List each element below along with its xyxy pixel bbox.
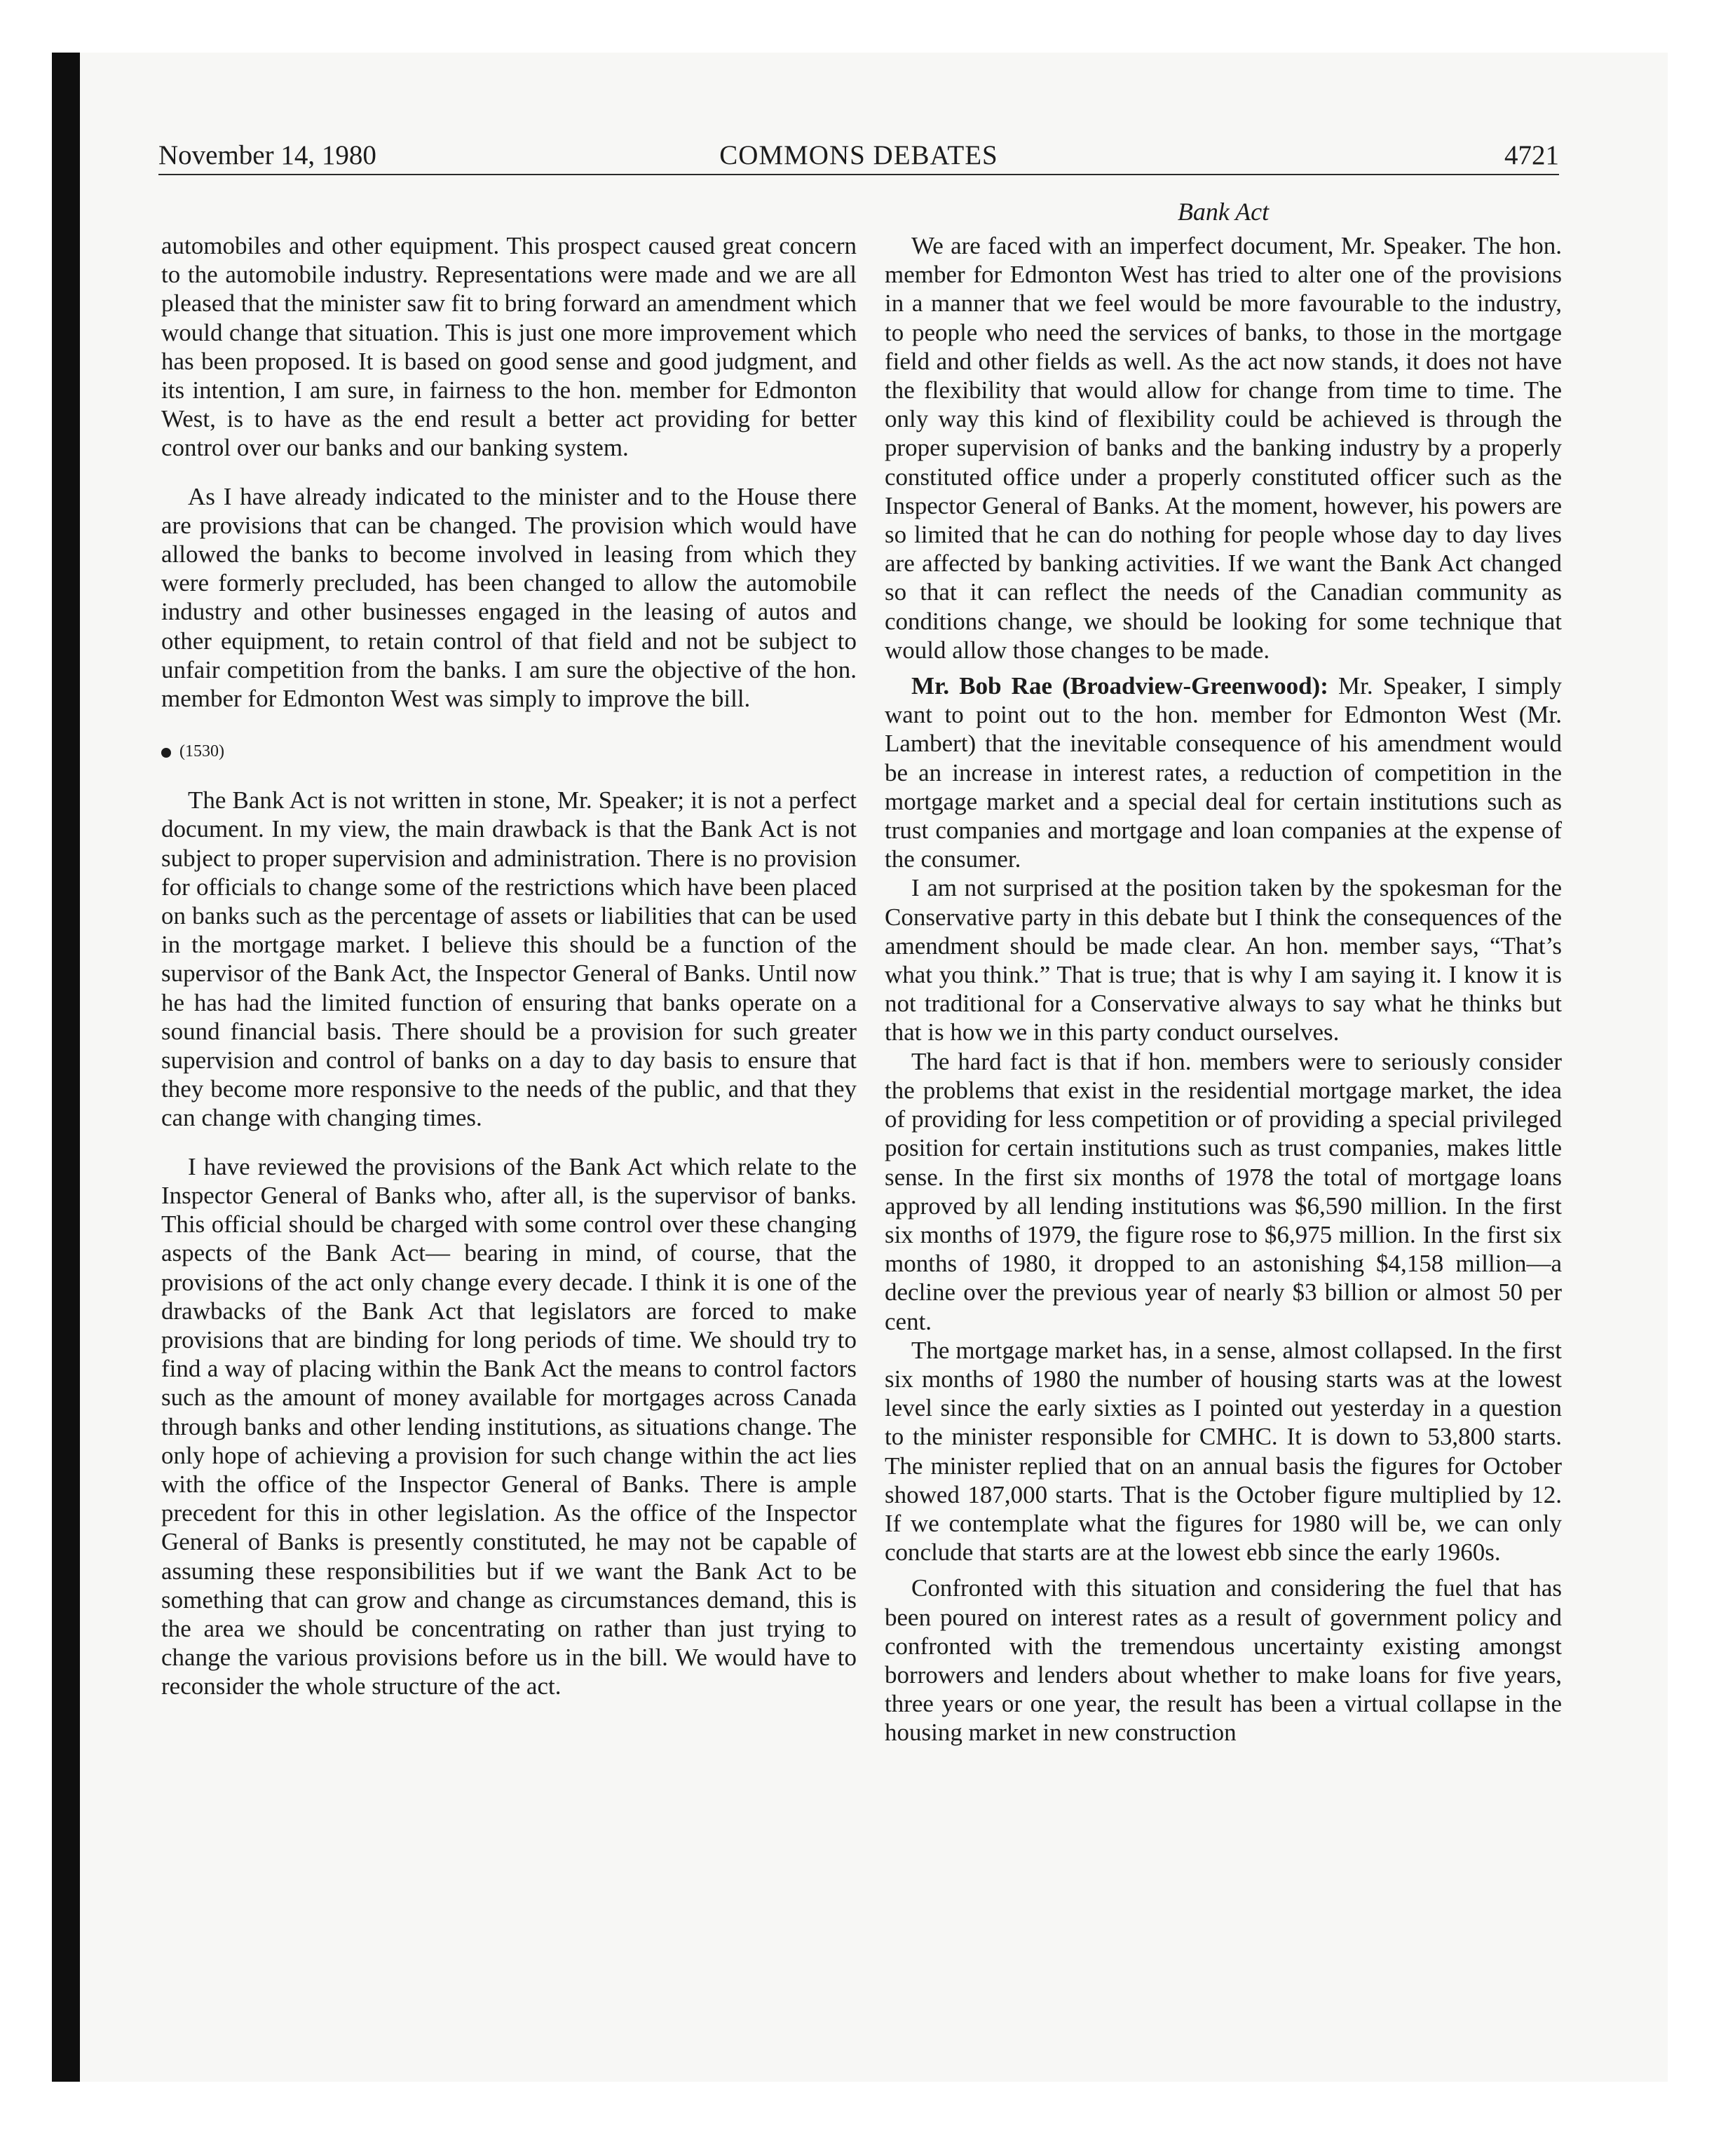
right-paragraph-1: We are faced with an imperfect document, Mr. Speaker. The hon. member for Edmonton West has tried to alter one of the provisions in a manner that we feel would be more favourable to the industry, to people who need the services of banks, to those in the mortgage field and other fields as well. As the act now stands, it does not have the flexibility that would allow for change from time to time. The only way this kind of flexibility could be achieved is through the proper supervision of banks and the banking industry by a properly constituted office under a properly constituted officer such as the Inspector General of Banks. At the moment, however, his powers are so limited that he can do nothing for people whose day to day lives are affected by banking activities. If we want the Bank Act changed so that it can reflect the needs of the Canadian community as conditions change, we should be looking for some technique that would allow those changes to be made. [885,232,1562,664]
right-paragraph-2 [885,671,1562,873]
header-page-number: 4721 [1504,140,1559,170]
right-column [885,231,1562,1747]
section-title: Bank Act [1177,198,1270,226]
header-title: COMMONS DEBATES [719,140,998,170]
bullet-icon [161,748,171,758]
right-paragraph-3: I am not surprised at the position taken by the spokesman for the Conservative party in this debate but I think the consequences of the amendment should be made clear. An hon. member says, “That’s what you think.” That is true; that is why I am saying it. I know it is not traditional for a Conservative always to say what he thinks but that is how we in this party conduct ourselves. [885,874,1562,1046]
left-paragraph-4: I have reviewed the provisions of the Bank Act which relate to the Inspector General of Banks who, after all, is the supervisor of banks. This official should be charged with some control over these changing aspects of the Bank Act— bearing in mind, of course, that the provisions of the act only change every decade. I think it is one of the drawbacks of the Bank Act that legislators are forced to make provisions that are binding for long periods of time. We should try to find a way of placing within the Bank Act the means to control factors such as the amount of money available for mortgages across Canada through banks and other lending institutions, as situations change. The only hope of achieving a provision for such change within the act lies with the office of the Inspector General of Banks. There is ample precedent for this in other legislation. As the office of the Inspector General of Banks is presently constituted, he may not be capable of assuming these responsibilities but if we want the Bank Act to be something that can grow and change as circumstances demand, this is the area we should be concentrating on rather than just trying to change the various provisions before us in the bill. We would have to reconsider the whole structure of the act. [161,1152,857,1700]
right-paragraph-5: The mortgage market has, in a sense, almost collapsed. In the first six months of 1980 the number of housing starts was at the lowest level since the early sixties as I pointed out yesterday in a question to the minister responsible for CMHC. It is down to 53,800 starts. The minister replied that on an annual basis the figures for October showed 187,000 starts. That is the October figure multiplied by 12. If we contemplate what the figures for 1980 will be, we can only conclude that starts are at the lowest ebb since the early 1960s. [885,1336,1562,1567]
speaker-name: Mr. Bob Rae (Broadview-Greenwood): [911,672,1328,700]
header-date: November 14, 1980 [158,140,376,170]
page-header [158,137,1559,175]
timestamp-text: (1530) [179,742,224,761]
scan-edge-bar [52,53,80,2082]
right-paragraph-6: Confronted with this situation and considering the fuel that has been poured on interest rates as a result of government policy and confronted with the tremendous uncertainty existing amongst borrowers and lenders about whether to make loans for five years, three years or one year, the result has been a virtual collapse in the housing market in new construction [885,1574,1562,1747]
left-column [161,231,857,1701]
left-paragraph-2: As I have already indicated to the minister and to the House there are provisions that can be changed. The provision which would have allowed the banks to become involved in leasing from which they were formerly precluded, has been changed to allow the automobile industry and other businesses engaged in the leasing of autos and other equipment, to retain control of that field and not be subject to unfair competition from the banks. I am sure the objective of the hon. member for Edmonton West was simply to improve the bill. [161,482,857,713]
right-paragraph-4: The hard fact is that if hon. members were to seriously consider the problems that exist in the residential mortgage market, the idea of providing for less competition or of providing a special privileged position for certain institutions such as trust companies, makes little sense. In the first six months of 1978 the total of mortgage loans approved by all lending institutions was $6,590 million. In the first six months of 1979, the figure rose to $6,975 million. In the first six months of 1980, it dropped to an astonishing $4,158 million—a decline over the previous year of nearly $3 billion or almost 50 per cent. [885,1047,1562,1335]
left-paragraph-1: automobiles and other equipment. This prospect caused great concern to the automobile industry. Representations were made and we are all pleased that the minister saw fit to bring forward an amendment which would change that situation. This is just one more improvement which has been proposed. It is based on good sense and good judgment, and its intention, I am sure, in fairness to the hon. member for Edmonton West, is to have as the end result a better act providing for better control over our banks and our banking system. [161,232,857,462]
timestamp-marker [161,741,857,762]
speech-text: Mr. Speaker, I simply want to point out to the hon. member for Edmonton West (Mr. Lambert) that the inevitable consequence of his amendment would be an increase in interest rates, a reduction of competition in the mortgage market and a special deal for certain institutions such as trust companies and mortgage and loan companies at the expense of the consumer. [885,672,1562,873]
left-paragraph-3: The Bank Act is not written in stone, Mr. Speaker; it is not a perfect document. In my view, the main drawback is that the Bank Act is not subject to proper supervision and administration. There is no provision for officials to change some of the restrictions which have been placed on banks such as the percentage of assets or liabilities that can be used in the mortgage market. I believe this should be a function of the supervisor of the Bank Act, the Inspector General of Banks. Until now he has had the limited function of ensuring that banks operate on a sound financial basis. There should be a provision for such greater supervision and control of banks on a day to day basis to ensure that they become more responsive to the needs of the public, and that they can change with changing times. [161,786,857,1132]
